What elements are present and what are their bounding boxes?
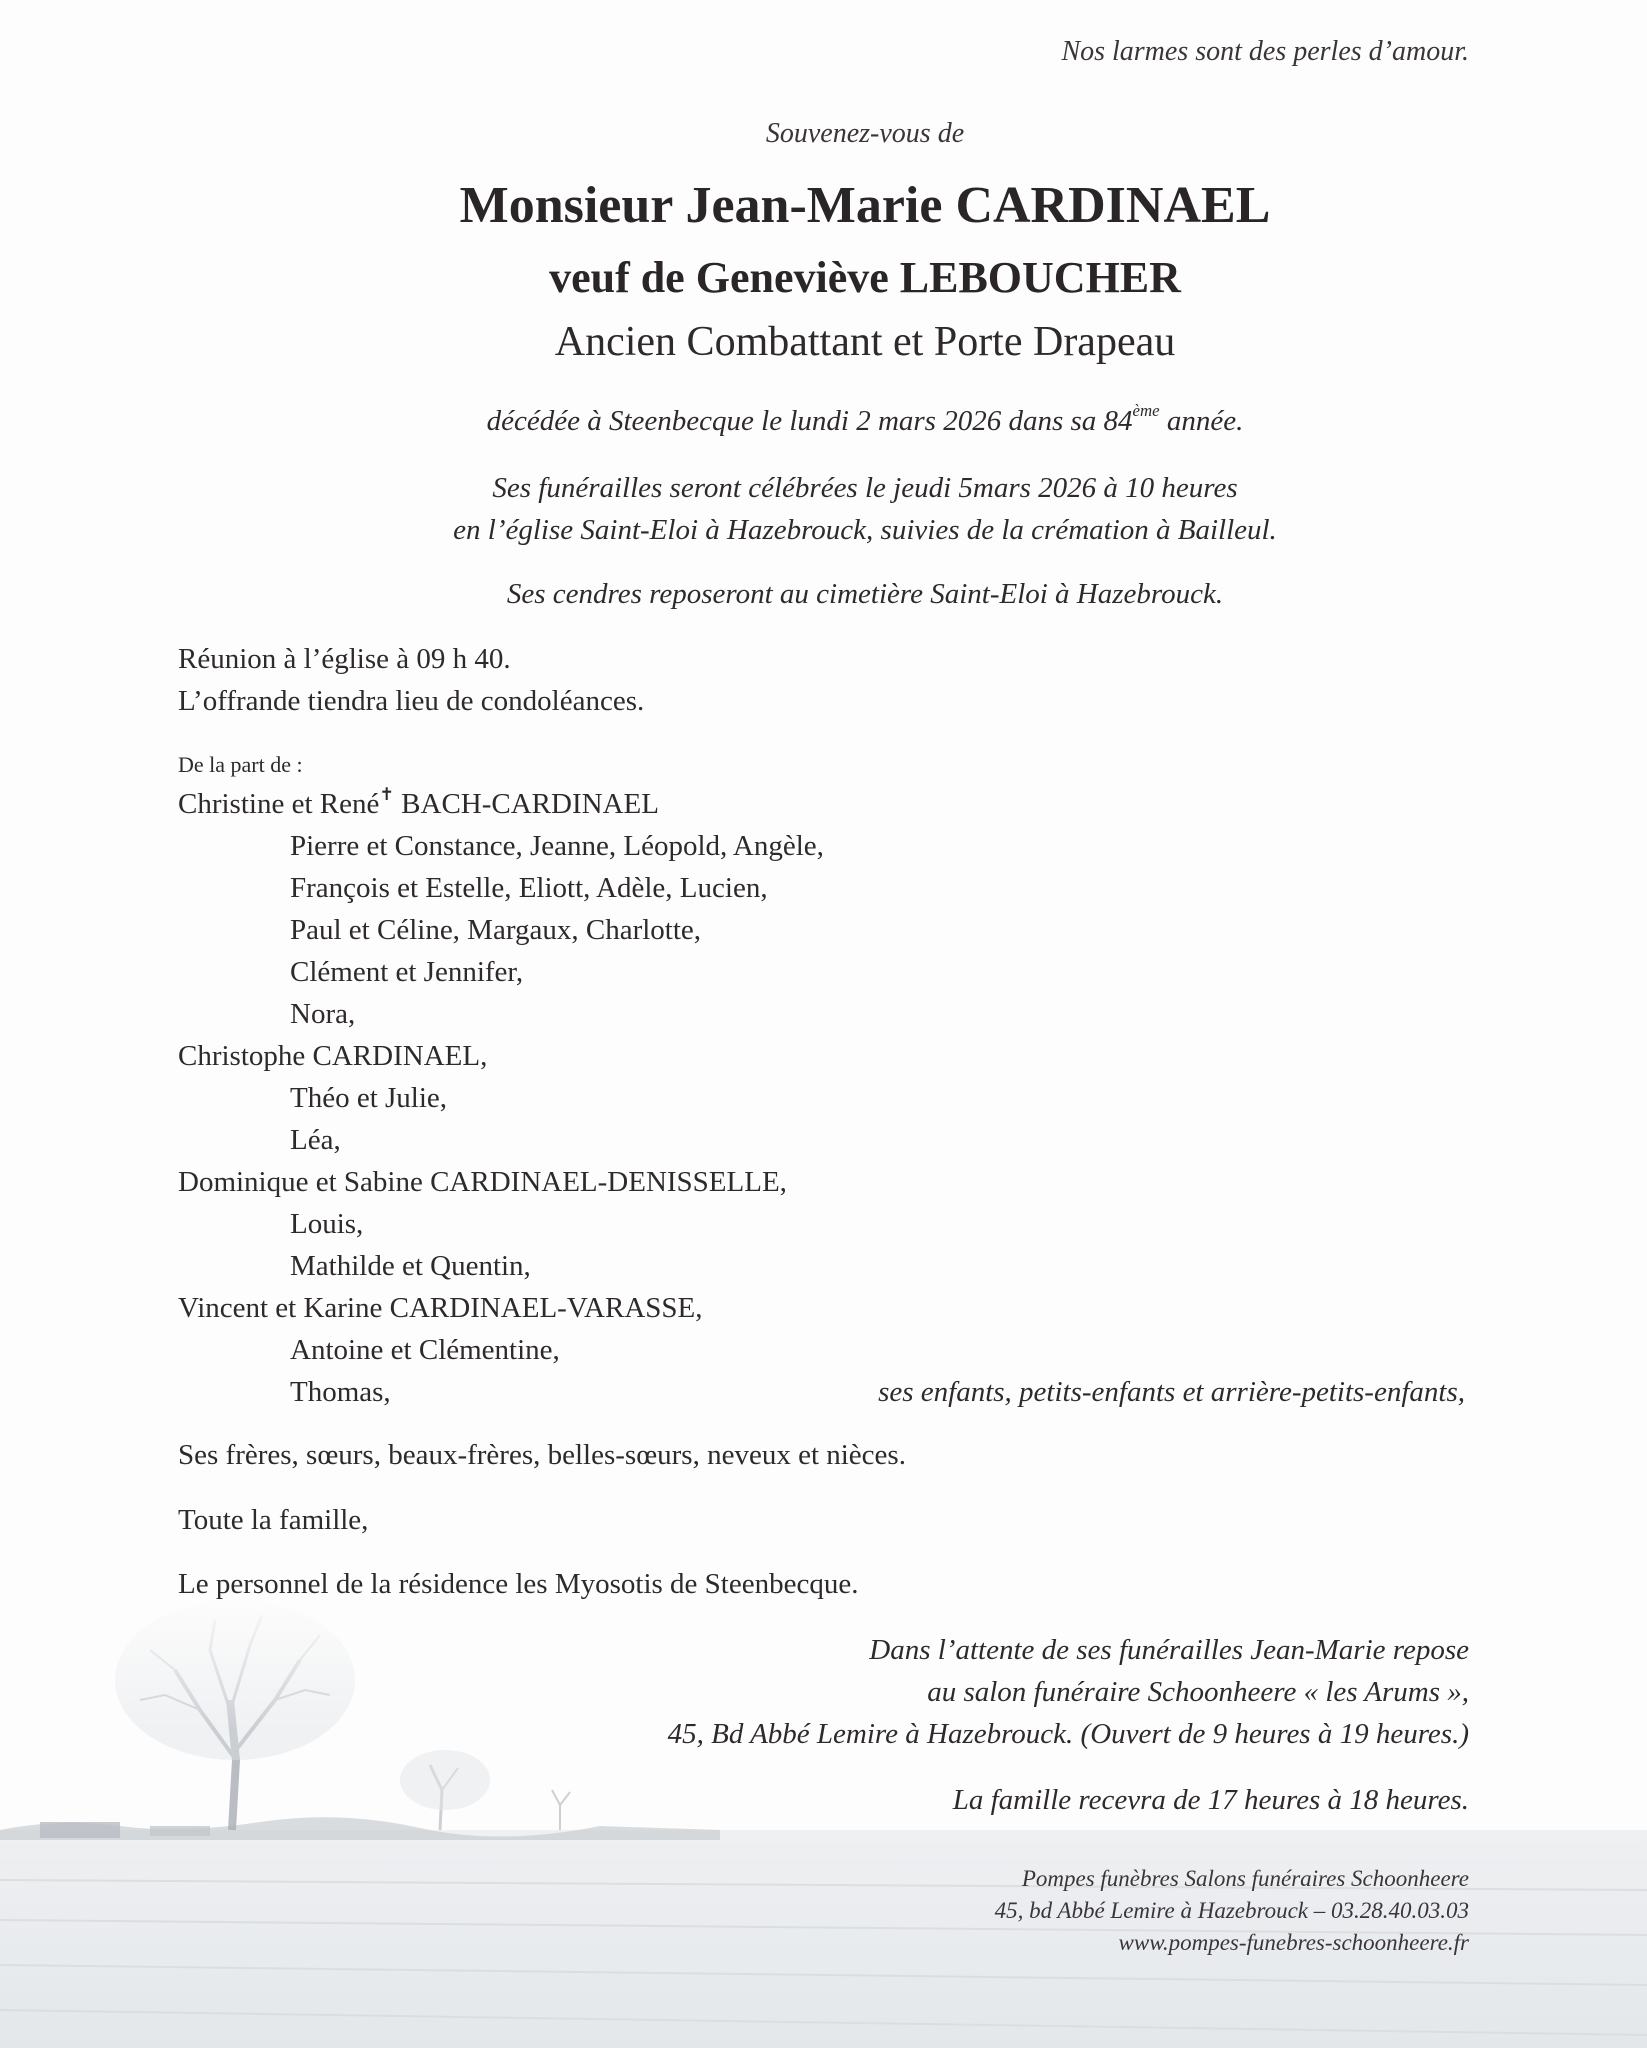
from-label: De la part de :: [178, 752, 303, 777]
rest-line-3: 45, Bd Abbé Lemire à Hazebrouck. (Ouvert de 9 heures à 19 heures.): [667, 1718, 1469, 1750]
ordinal-suffix: ème: [1132, 400, 1160, 420]
honorary-title: Ancien Combattant et Porte Drapeau: [554, 319, 1176, 365]
family-member-line: Léa,: [290, 1124, 341, 1156]
deceased-name: Monsieur Jean-Marie CARDINAEL: [459, 177, 1271, 234]
siblings-line: Ses frères, sœurs, beaux-frères, belles-sœurs, neveux et nièces.: [178, 1439, 906, 1471]
family-member-line: François et Estelle, Eliott, Adèle, Lucien,: [290, 872, 768, 904]
family-member-line: Clément et Jennifer,: [290, 956, 524, 988]
funeral-line-2: en l’église Saint-Eloi à Hazebrouck, suivies de la crémation à Bailleul.: [453, 514, 1277, 546]
footer-line-2: 45, bd Abbé Lemire à Hazebrouck – 03.28.40.03.03: [994, 1898, 1469, 1923]
family-head-1-names: Christine et René: [178, 788, 380, 820]
family-member-line: Antoine et Clémentine,: [290, 1334, 560, 1366]
family-member-line: Paul et Céline, Margaux, Charlotte,: [290, 914, 702, 946]
family-head-1-surname: BACH-CARDINAEL: [393, 788, 659, 820]
death-text: décédée à Steenbecque le lundi 2 mars 2026 dans sa 84: [486, 405, 1133, 437]
whole-family-line: Toute la famille,: [178, 1504, 369, 1536]
intro-text: Souvenez-vous de: [765, 118, 965, 149]
widow-of: veuf de Geneviève LEBOUCHER: [549, 253, 1181, 302]
deceased-cross-icon: ✝: [379, 783, 394, 804]
footer-website: www.pompes-funebres-schoonheere.fr: [1118, 1930, 1469, 1955]
family-member-line: Mathilde et Quentin,: [290, 1250, 531, 1282]
family-member-line: Pierre et Constance, Jeanne, Léopold, Angèle,: [290, 830, 824, 862]
footer-line-1: Pompes funèbres Salons funéraires Schoonheere: [1021, 1866, 1469, 1891]
family-member-line: Thomas,: [290, 1376, 391, 1408]
family-member-line: Théo et Julie,: [290, 1082, 448, 1114]
rest-line-1: Dans l’attente de ses funérailles Jean-Marie repose: [869, 1634, 1469, 1666]
family-head-3: Dominique et Sabine CARDINAEL-DENISSELLE,: [178, 1166, 787, 1198]
ashes-notice: Ses cendres reposeront au cimetière Saint-Eloi à Hazebrouck.: [506, 578, 1224, 610]
family-head-1: [178, 783, 659, 821]
staff-line: Le personnel de la résidence les Myosotis de Steenbecque.: [178, 1568, 859, 1600]
family-member-line: Louis,: [290, 1208, 364, 1240]
family-member-line: Nora,: [290, 998, 356, 1030]
death-suffix: année.: [1159, 405, 1244, 437]
family-role: ses enfants, petits-enfants et arrière-petits-enfants,: [878, 1376, 1465, 1408]
family-head-4: Vincent et Karine CARDINAEL-VARASSE,: [178, 1292, 703, 1324]
rest-line-2: au salon funéraire Schoonheere « les Arums »,: [927, 1676, 1469, 1708]
offering-notice: L’offrande tiendra lieu de condoléances.: [178, 685, 645, 717]
death-notice: [0, 400, 1647, 438]
family-head-2: Christophe CARDINAEL,: [178, 1040, 488, 1072]
funeral-line-1: Ses funérailles seront célébrées le jeudi 5mars 2026 à 10 heures: [492, 472, 1238, 504]
meeting-notice: Réunion à l’église à 09 h 40.: [178, 643, 511, 675]
motto: Nos larmes sont des perles d’amour.: [1061, 36, 1469, 67]
reception-line: La famille recevra de 17 heures à 18 heures.: [952, 1784, 1469, 1816]
